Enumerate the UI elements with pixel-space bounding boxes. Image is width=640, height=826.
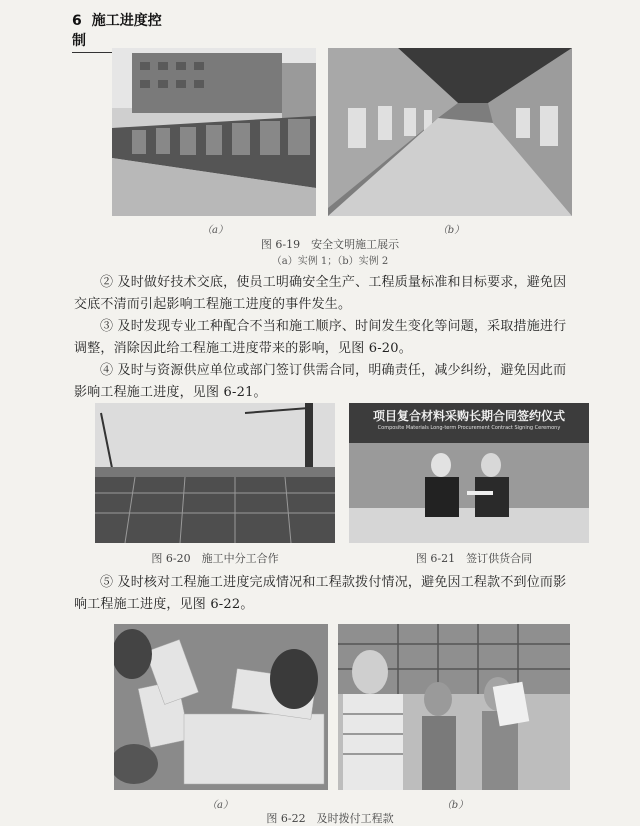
paragraph-5: ⑤ 及时核对工程施工进度完成情况和工程款拨付情况，避免因工程款不到位而影响工程施工进度，见图 6-22。: [74, 575, 567, 612]
fig22-photo-b: [338, 624, 570, 790]
fig19-photo-a: [112, 48, 316, 216]
chapter-header: [72, 10, 172, 53]
fig19-label-a: （a）: [202, 225, 228, 236]
paragraph-3: ③ 及时发现专业工种配合不当和施工顺序、时间发生变化等问题，采取措施进行调整，消除因此给工程施工进度带来的影响，见图 6-20。: [74, 319, 567, 356]
fig19-caption: 图 6-19 安全文明施工展示: [260, 238, 400, 251]
fig22-label-b: （b）: [441, 800, 469, 811]
fig19-photo-b: [328, 48, 572, 216]
fig21-photo: [349, 403, 589, 543]
paragraph-2: ② 及时做好技术交底，使员工明确安全生产、工程质量标准和目标要求，避免因交底不清而引起影响工程施工进度的事件发生。: [74, 275, 567, 312]
fig21-banner-cn: 项目复合材料采购长期合同签约仪式: [372, 409, 565, 423]
fig21-banner-en: Composite Materials Long-term Procurement Contract Signing Ceremony: [377, 425, 561, 431]
fig22-photo-a: [114, 624, 328, 790]
fig19-label-b: （b）: [437, 225, 465, 236]
chapter-title: 施工进度控制: [72, 13, 162, 49]
chapter-number: 6: [72, 13, 82, 29]
fig20-photo: [95, 403, 335, 543]
fig22-caption: 图 6-22 及时拨付工程款: [266, 812, 394, 825]
paragraph-4: ④ 及时与资源供应单位或部门签订供需合同，明确责任，减少纠纷，避免因此而影响工程施工进度，见图 6-21。: [74, 363, 567, 400]
fig21-caption: 图 6-21 签订供货合同: [415, 552, 533, 565]
fig22-label-a: （a）: [207, 800, 233, 811]
fig20-caption: 图 6-20 施工中分工合作: [151, 552, 279, 565]
fig19-subcaption: （a）实例 1；（b）实例 2: [271, 256, 389, 267]
